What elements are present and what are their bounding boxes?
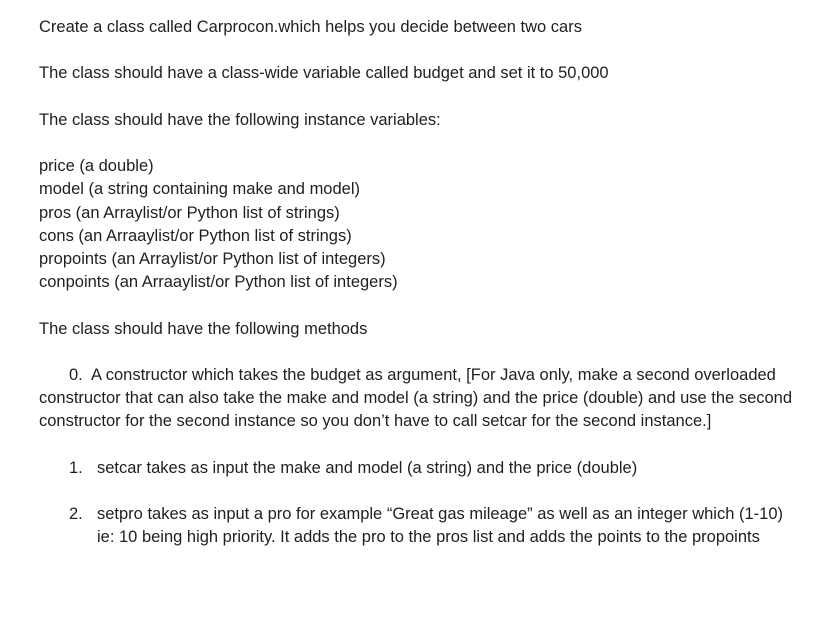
variable-line: price (a double) [39, 157, 154, 176]
document-body [39, 16, 799, 550]
methods-heading: The class should have the following methods [39, 319, 368, 338]
budget-line: The class should have a class-wide variable called budget and set it to 50,000 [39, 64, 609, 83]
method-item-1 [39, 457, 799, 480]
list-text: A constructor which takes the budget as argument, [For Java only, make a second overloaded constructor that can also take the make and model (a string) and the price (double) and use the second constructor for the second instance so you don’t have to call setcar for the second instance.] [39, 365, 793, 431]
instance-variables-list [39, 155, 799, 294]
method-item-0 [39, 364, 799, 434]
list-text: setpro takes as input a pro for example “Great gas mileage” as well as an integer which (1-10) ie: 10 being high priority. It adds the pro to the pros list and adds the points to the propoints [97, 505, 783, 547]
variable-line: conpoints (an Arraaylist/or Python list of integers) [39, 273, 398, 292]
method-item-2 [39, 503, 799, 549]
intro-line: Create a class called Carprocon.which helps you decide between two cars [39, 18, 582, 36]
variable-line: model (a string containing make and model) [39, 180, 361, 199]
list-number: 2. [69, 505, 83, 524]
variable-line: cons (an Arraaylist/or Python list of strings) [39, 226, 352, 245]
instance-variables-heading: The class should have the following instance variables: [39, 110, 441, 129]
variable-line: propoints (an Arraylist/or Python list of integers) [39, 249, 386, 268]
list-number: 1. [69, 458, 83, 477]
list-text: setcar takes as input the make and model (a string) and the price (double) [97, 458, 638, 477]
variable-line: pros (an Arraylist/or Python list of strings) [39, 203, 340, 222]
list-number: 0. [69, 365, 83, 384]
